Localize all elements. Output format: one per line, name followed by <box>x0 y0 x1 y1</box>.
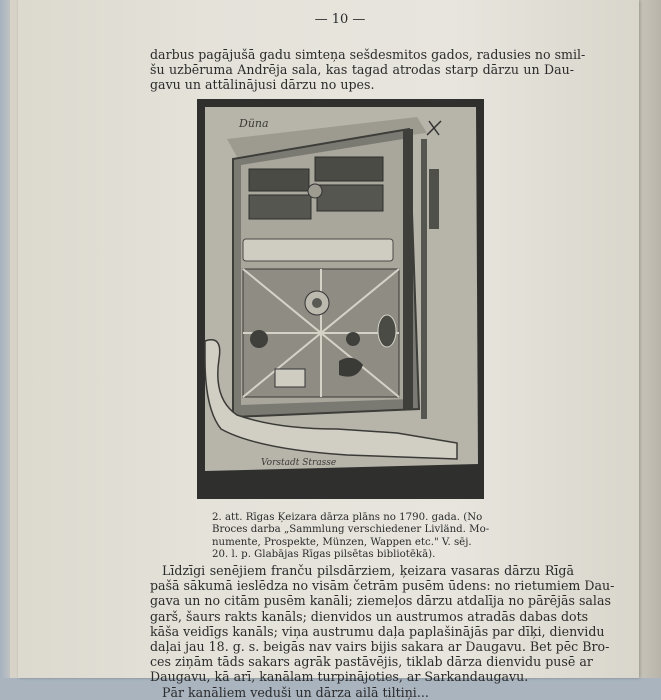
text-line: kāša veidīgs kanāls; viņa austrumu daļa paplašinājās par dīķi, dienvidu <box>150 623 605 639</box>
page-number: — 10 — <box>314 12 366 27</box>
body-paragraph <box>150 563 615 700</box>
caption-line: numente, Prospekte, Münzen, Wappen etc." V. sēj. <box>212 536 472 548</box>
caption-line: 20. l. p. Glabājas Rīgas pilsētas bibliotēkā). <box>212 549 436 561</box>
text-line: šu uzbēruma Andrēja sala, kas tagad atrodas starp dārzu un Dau- <box>150 62 574 78</box>
text-line: darbus pagājušā gadu simteņa sešdesmitos gados, radusies no smil- <box>150 47 586 62</box>
text-line: Daugavu, kā arī, kanālam turpinājoties, ar Sarkandaugavu. <box>150 669 529 685</box>
caption-line: 2. att. Rīgas Ķeizara dārza plāns no 1790. gada. (No <box>212 512 483 523</box>
garden-plan-figure <box>197 99 484 499</box>
intro-paragraph <box>150 47 586 93</box>
text-line: gavu un attālinājusi dārzu no upes. <box>150 77 375 93</box>
text-line: Pār kanāliem veduši un dārza ailā tiltiņi... <box>162 684 429 700</box>
text-line: pašā sākumā ieslēdza no visām četrām pusēm ūdens: no rietumiem Dau- <box>150 578 615 594</box>
caption-line: Broces darba „Sammlung verschiedener Livländ. Mo- <box>212 524 490 536</box>
bottom-label: Vorstadt Strasse <box>261 458 337 468</box>
text-line: garš, šaurs rakts kanāls; dienvidos un austrumos atradās dabas dots <box>150 608 589 624</box>
text-line: Līdzīgi senējiem franču pilsdārziem, ķeizara vasaras dārzu Rīgā <box>162 563 574 578</box>
text-line: gava un no citām pusēm kanāli; ziemeļos dārzu atdalīja no pārējās salas <box>150 593 611 609</box>
garden-plan-image <box>197 99 484 499</box>
text-line: daļai jau 18. g. s. beigās nav vairs bijis sakara ar Daugavu. Bet pēc Bro- <box>150 639 610 655</box>
next-page-edge <box>636 0 661 678</box>
figure-caption <box>212 512 512 562</box>
river-label: Düna <box>239 117 269 130</box>
text-line: ces ziņām tāds sakars agrāk pastāvējis, tiklab dārza dienvidu pusē ar <box>150 654 593 670</box>
